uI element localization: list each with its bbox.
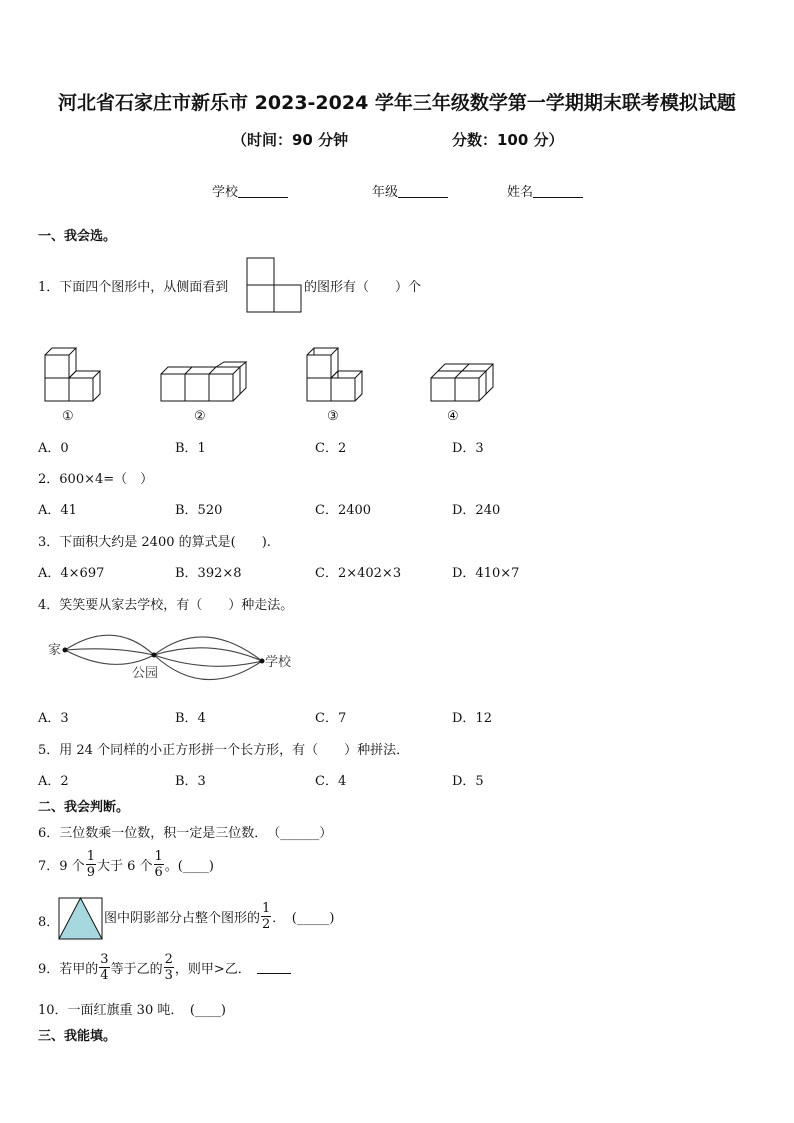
triangle-figure <box>58 897 104 941</box>
q10-text[interactable]: 10．一面红旗重 30 吨． (____) <box>38 1003 226 1018</box>
grade-field <box>372 181 448 200</box>
frac-denominator: 4 <box>100 968 109 983</box>
section-3-heading: 三、我能填。 <box>38 1029 117 1044</box>
q4-text: 4．笑笑要从家去学校，有（ ）种走法。 <box>38 598 294 613</box>
fraction-one-sixth <box>154 849 164 880</box>
fraction-three-quarters <box>99 952 109 983</box>
school-blank[interactable] <box>238 185 288 198</box>
school-label: 学校 <box>212 185 239 200</box>
q1-option-d[interactable]: D．3 <box>452 441 484 456</box>
q2-option-c[interactable]: C．2400 <box>315 503 372 518</box>
home-label: 家 <box>48 643 62 658</box>
cube-figure-4 <box>428 356 496 406</box>
frac-numerator: 2 <box>164 952 173 967</box>
figure-label-4: ④ <box>447 409 459 424</box>
exam-time: （时间：90 分钟 <box>232 131 349 149</box>
name-blank[interactable] <box>533 185 583 198</box>
q7-text-a: 7．9 个 <box>38 859 85 874</box>
q9-answer-blank[interactable] <box>257 961 291 974</box>
fraction-one-ninth <box>86 849 96 880</box>
name-field <box>507 181 583 200</box>
q5-option-b[interactable]: B．3 <box>175 774 206 789</box>
frac-denominator: 9 <box>86 865 95 880</box>
q2-option-d[interactable]: D．240 <box>452 503 501 518</box>
fraction-two-thirds <box>164 952 174 983</box>
grade-label: 年级 <box>372 185 399 200</box>
frac-numerator: 1 <box>86 849 95 864</box>
route-map <box>44 626 304 686</box>
cube-figure-2 <box>158 360 250 406</box>
q6-text[interactable]: 6．三位数乘一位数，积一定是三位数． （______） <box>38 826 333 841</box>
q7-line <box>38 849 214 880</box>
frac-denominator: 6 <box>154 865 163 880</box>
q8-line <box>104 901 334 932</box>
q5-option-d[interactable]: D．5 <box>452 774 484 789</box>
frac-numerator: 1 <box>262 901 271 916</box>
frac-denominator: 2 <box>262 917 271 932</box>
q3-option-d[interactable]: D．410×7 <box>452 566 520 581</box>
q2-option-b[interactable]: B．520 <box>175 503 223 518</box>
q4-option-d[interactable]: D．12 <box>452 711 492 726</box>
q4-option-c[interactable]: C．7 <box>315 711 347 726</box>
figure-label-2: ② <box>194 409 206 424</box>
q9-text-c: ，则甲>乙． <box>174 962 251 977</box>
side-view-figure <box>246 257 302 313</box>
frac-numerator: 3 <box>100 952 109 967</box>
q9-text-a: 9．若甲的 <box>38 962 99 977</box>
q9-line <box>38 952 291 983</box>
q1-option-c[interactable]: C．2 <box>315 441 347 456</box>
q9-text-b: 等于乙的 <box>110 962 163 977</box>
section-2-heading: 二、我会判断。 <box>38 800 130 815</box>
school-field <box>212 181 288 200</box>
q4-option-b[interactable]: B．4 <box>175 711 206 726</box>
q3-option-a[interactable]: A．4×697 <box>38 566 105 581</box>
exam-score: 分数：100 分） <box>452 131 564 149</box>
q5-option-a[interactable]: A．2 <box>38 774 69 789</box>
q3-option-c[interactable]: C．2×402×3 <box>315 566 402 581</box>
name-label: 姓名 <box>507 185 534 200</box>
section-1-heading: 一、我会选。 <box>38 229 117 244</box>
q4-option-a[interactable]: A．3 <box>38 711 69 726</box>
figure-label-3: ③ <box>327 409 339 424</box>
q2-option-a[interactable]: A．41 <box>38 503 77 518</box>
home-point <box>63 648 68 653</box>
grade-blank[interactable] <box>398 185 448 198</box>
frac-numerator: 1 <box>154 849 163 864</box>
page-title: 河北省石家庄市新乐市 2023-2024 学年三年级数学第一学期期末联考模拟试题 <box>58 92 736 114</box>
q1-option-b[interactable]: B．1 <box>175 441 206 456</box>
q5-option-c[interactable]: C．4 <box>315 774 347 789</box>
q3-option-b[interactable]: B．392×8 <box>175 566 242 581</box>
q3-text: 3．下面积大约是 2400 的算式是( ). <box>38 535 271 550</box>
q8-text-b: 图中阴影部分占整个图形的 <box>104 911 261 926</box>
cube-figure-1 <box>40 342 110 404</box>
park-point <box>152 653 157 658</box>
q1-option-a[interactable]: A．0 <box>38 441 69 456</box>
school-label-map: 学校 <box>265 655 292 670</box>
park-label: 公园 <box>132 666 159 681</box>
q1-text-end: 的图形有（ ）个 <box>304 280 422 295</box>
cube-figure-3 <box>302 342 374 404</box>
school-point <box>260 659 265 664</box>
frac-denominator: 3 <box>164 968 173 983</box>
q8-number: 8． <box>38 915 60 930</box>
q5-text: 5．用 24 个同样的小正方形拼一个长方形，有（ ）种拼法． <box>38 743 410 758</box>
fraction-one-half <box>261 901 271 932</box>
q8-text-c[interactable]: ． (_____) <box>272 911 335 926</box>
q2-text: 2．600×4=（ ） <box>38 472 154 487</box>
q1-text-start: 1．下面四个图形中，从侧面看到 <box>38 280 229 295</box>
q7-text-b: 大于 6 个 <box>96 859 153 874</box>
q7-text-c[interactable]: 。(____) <box>164 859 214 874</box>
figure-label-1: ① <box>62 409 74 424</box>
